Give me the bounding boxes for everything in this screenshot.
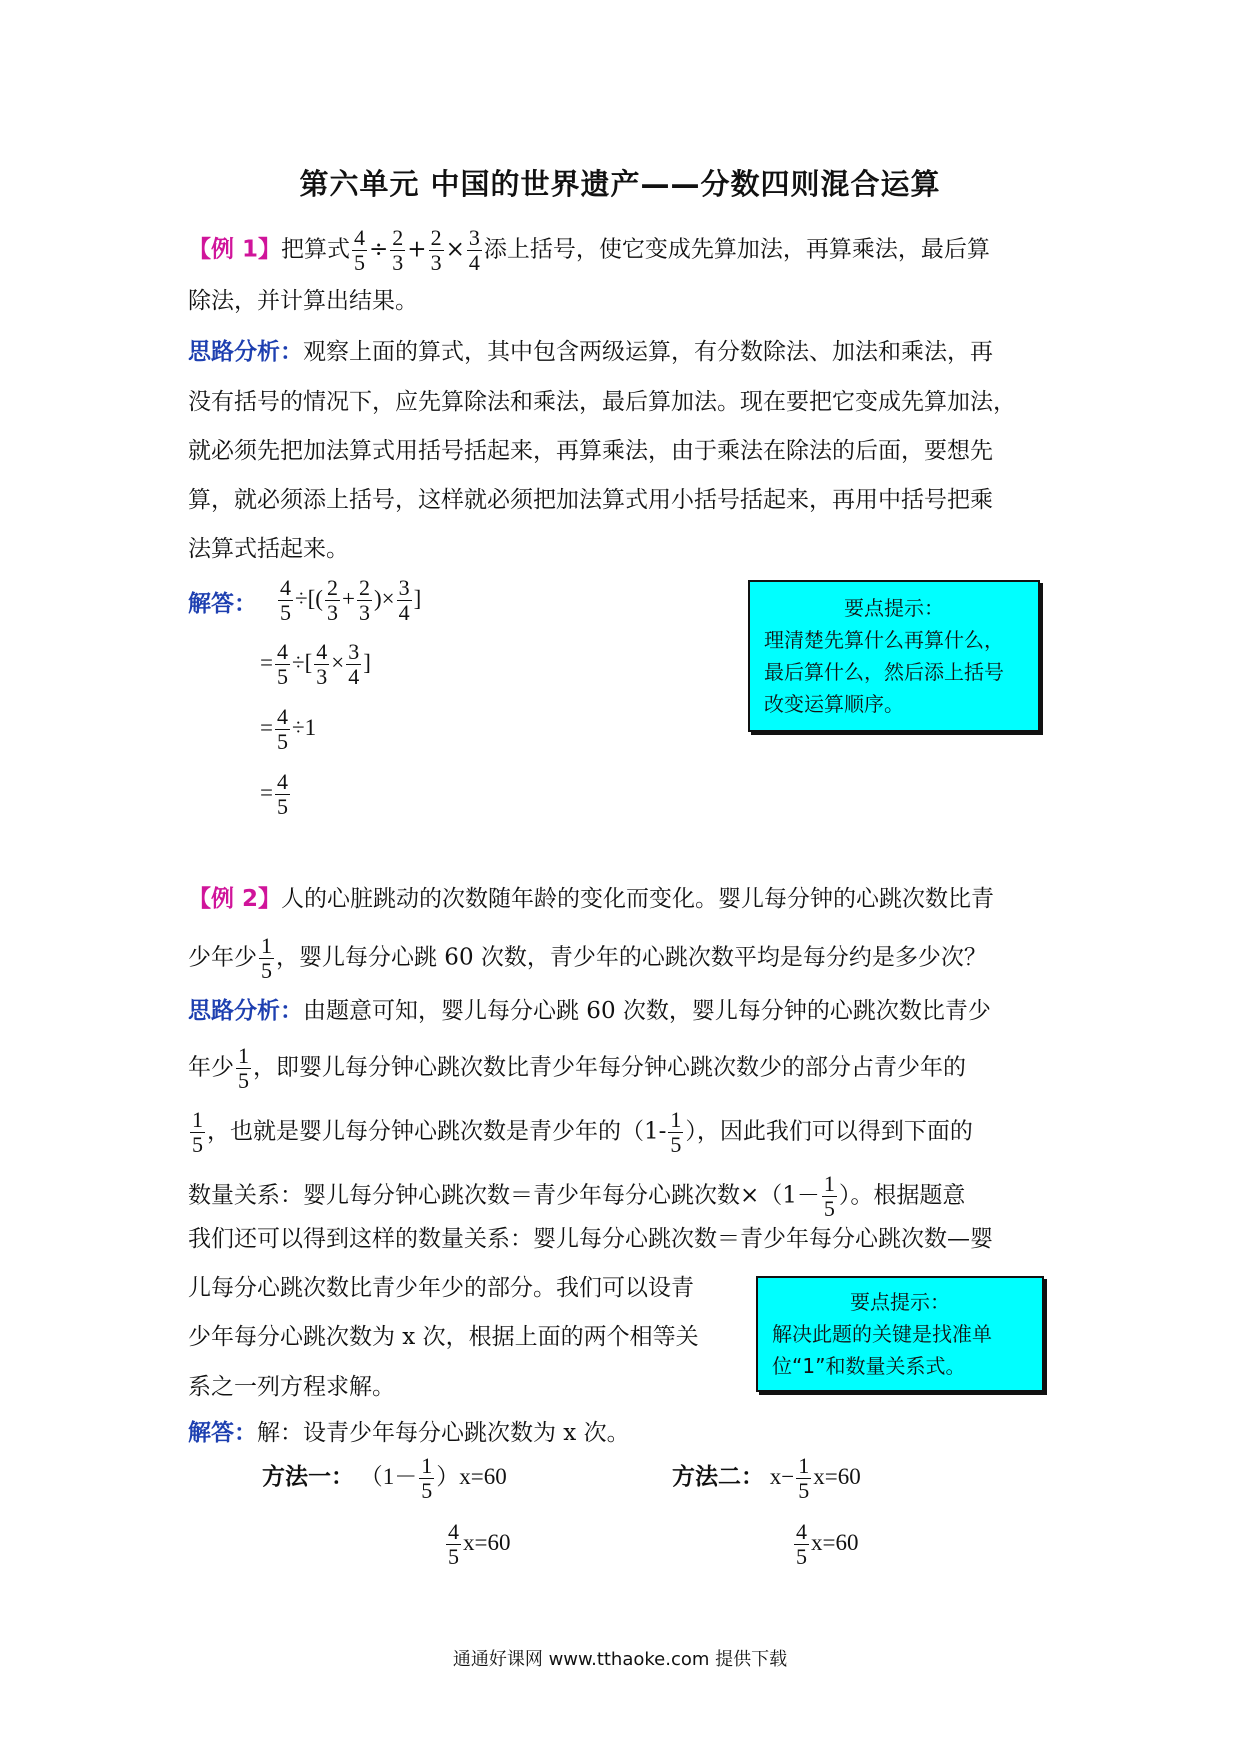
fraction: $\frac{2}{3}$ bbox=[392, 225, 404, 275]
example1-analysis-line2: 没有括号的情况下，应先算除法和乘法，最后算加法。现在要把它变成先算加法， bbox=[188, 389, 1016, 415]
method1-label: 方法一： bbox=[262, 1463, 354, 1490]
method2-step2: $\frac{4}{5}$ x=60 bbox=[796, 1519, 859, 1569]
example2-answer-line: 解答：解：设青少年每分心跳次数为 x 次。 bbox=[188, 1420, 630, 1446]
example2-analysis-line1: 思路分析：由题意可知，婴儿每分心跳 60 次数，婴儿每分钟的心跳次数比青少 bbox=[188, 998, 991, 1024]
example2-analysis-line6: 儿每分心跳次数比青少年少的部分。我们可以设青 bbox=[188, 1275, 694, 1301]
analysis-heading: 思路分析： bbox=[188, 339, 303, 365]
answer-heading: 解答： bbox=[188, 591, 257, 617]
example1-question-line1: 【例 1】把算式 $\frac{4}{5}$ ÷ $\frac{2}{3}$ + $\frac{2}{3}$ × $\frac{3}{4}$ 添上括号，使它变成先算加法，再算乘法，最后算 bbox=[188, 225, 990, 275]
fraction: $\frac{3}{4}$ bbox=[468, 225, 480, 275]
analysis-heading: 思路分析： bbox=[188, 998, 303, 1024]
example2-analysis-line3: $\frac{1}{5}$ ，也就是婴儿每分钟心跳次数是青少年的（1- $\frac{1}{5}$ ），因此我们可以得到下面的 bbox=[192, 1107, 973, 1157]
method1-step1: 方法一： （1－ $\frac{1}{5}$ ）x=60 bbox=[262, 1453, 507, 1503]
example2-question-line1: 【例 2】人的心脏跳动的次数随年龄的变化而变化。婴儿每分钟的心跳次数比青 bbox=[188, 886, 995, 912]
method2-label: 方法二： bbox=[672, 1463, 764, 1490]
tip-box-2 bbox=[756, 1276, 1044, 1392]
page-footer: 通通好课网 www.tthaoke.com 提供下载 bbox=[452, 1649, 788, 1670]
example1-label: 【例 1】 bbox=[188, 236, 282, 263]
tip-line: 理清楚先算什么再算什么， bbox=[764, 628, 1004, 652]
example2-question-line2: 少年少 $\frac{1}{5}$ ，婴儿每分心跳 60 次数，青少年的心跳次数平均是每分约是多少次？ bbox=[188, 933, 987, 983]
method1-step2: $\frac{4}{5}$ x=60 bbox=[448, 1519, 511, 1569]
solution-step-4: = $\frac{4}{5}$ bbox=[260, 769, 288, 819]
tip-title: 要点提示： bbox=[844, 596, 944, 620]
tip-line: 位“1”和数量关系式。 bbox=[772, 1354, 966, 1378]
tip-line: 最后算什么，然后添上括号 bbox=[764, 660, 1004, 684]
tip-title: 要点提示： bbox=[850, 1290, 950, 1314]
example1-question-prefix: 把算式 bbox=[281, 236, 351, 263]
example1-analysis-line5: 法算式括起来。 bbox=[188, 536, 349, 562]
solution-step-1: $\frac{4}{5}$ ÷[( $\frac{2}{3}$ + $\frac{2}{3}$ )× $\frac{3}{4}$ ] bbox=[280, 575, 422, 625]
example2-analysis-line7: 少年每分心跳次数为 x 次，根据上面的两个相等关 bbox=[188, 1324, 699, 1350]
example1-question-line2: 除法，并计算出结果。 bbox=[188, 288, 418, 314]
example2-analysis-line2: 年少 $\frac{1}{5}$ ，即婴儿每分钟心跳次数比青少年每分钟心跳次数少的部分占青少年的 bbox=[188, 1043, 966, 1093]
example1-analysis-line3: 就必须先把加法算式用括号括起来，再算乘法，由于乘法在除法的后面，要想先 bbox=[188, 438, 993, 464]
example2-label: 【例 2】 bbox=[188, 886, 282, 912]
tip-box-1 bbox=[748, 580, 1040, 732]
tip-line: 改变运算顺序。 bbox=[764, 692, 904, 716]
example2-analysis-line8: 系之一列方程求解。 bbox=[188, 1374, 395, 1400]
answer-heading: 解答： bbox=[188, 1420, 257, 1446]
example1-analysis-line4: 算，就必须添上括号，这样就必须把加法算式用小括号括起来，再用中括号把乘 bbox=[188, 487, 993, 513]
example1-question-suffix: 添上括号，使它变成先算加法，再算乘法，最后算 bbox=[483, 236, 990, 263]
method2-step1: 方法二： x− $\frac{1}{5}$ x=60 bbox=[672, 1453, 861, 1503]
fraction: $\frac{2}{3}$ bbox=[430, 225, 442, 275]
tip-line: 解决此题的关键是找准单 bbox=[772, 1322, 992, 1346]
page-title: 第六单元 中国的世界遗产——分数四则混合运算 bbox=[299, 167, 941, 201]
example1-analysis-line1: 思路分析：观察上面的算式，其中包含两级运算，有分数除法、加法和乘法，再 bbox=[188, 339, 993, 365]
solution-step-3: = $\frac{4}{5}$ ÷1 bbox=[260, 704, 317, 754]
solution-step-2: = $\frac{4}{5}$ ÷[ $\frac{4}{3}$ × $\frac{3}{4}$ ] bbox=[260, 639, 371, 689]
example2-analysis-line4: 数量关系：婴儿每分钟心跳次数＝青少年每分心跳次数×（1－ $\frac{1}{5}$ ）。根据题意 bbox=[188, 1171, 966, 1221]
example2-analysis-line5: 我们还可以得到这样的数量关系：婴儿每分心跳次数＝青少年每分心跳次数—婴 bbox=[188, 1226, 993, 1252]
fraction: $\frac{4}{5}$ bbox=[354, 225, 366, 275]
